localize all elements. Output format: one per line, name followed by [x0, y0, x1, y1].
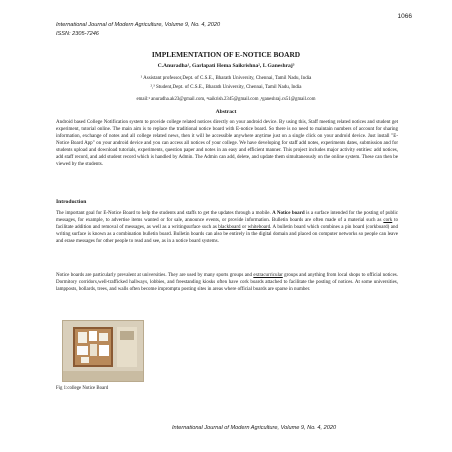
intro-text-d: . A bulletin board which combines a pin board (corkboard) and writing surface is known as a combination bulletin board. Bulletin boards can also be entirely in the digital domain and placed on computer networks so people can leave and erase messages for other people to read and see, as in a notice board systems.	[56, 225, 398, 244]
posted-notice	[99, 333, 108, 341]
blackboard-link[interactable]: blackboard	[218, 225, 241, 230]
intro-text-a: is a surface intended for the posting of public messages, for example, to advertise items wanted or for sale, announce events, or provide information. Bulletin boards are often made of a material such as	[56, 211, 398, 223]
introduction-heading: Introduction	[56, 199, 87, 205]
journal-header: International Journal of Modern Agriculture, Volume 9, No. 4, 2020	[56, 22, 221, 28]
intro-text-b: to facilitate addition and removal of messages, as well as a writingsurface such as	[56, 218, 399, 230]
notice-board-illustration	[63, 321, 143, 381]
affiliation-2: ²,³ Student,Dept. of C.S.E., Bharath University, Chennai, Tamil Nadu, India	[150, 85, 302, 90]
introduction-paragraph-2	[56, 272, 398, 293]
abstract-heading: Abstract	[215, 109, 237, 115]
abstract-text: Android based College Notification system to provide college related notices directly on your android device. By using this, Staff meeting related notices and student get experiment, tutorial online. The main aim is to replace the traditional notice board with E-notice board. So there is no need to maintain numbers of account for sharing information, exchange of notes and all college related news, then it will be accessible anywhere anytime just on a single click on your android device. Just install "E-Notice Board App" on your android device and you can access all notices of your college. We have developing for staff add notes, experiments dates, submission and for students upload and download tutorials, experiments, question paper and notes in an easy and efficient manner. This project includes major activity entities: add notices, add staff record, and add student record which is handled by Admin. The Admin can add, delete, and update them simultaneously on the online system. These can then be viewed by the students.	[56, 120, 398, 167]
page-number: 1066	[397, 13, 412, 20]
introduction-paragraph-1	[56, 210, 398, 245]
extracurricular-link[interactable]: extracurricular	[253, 273, 283, 278]
floor-shadow	[63, 371, 143, 381]
author-emails: email:¹ anuradha.ak23@gmail.com, ²saikrish.2345@gmail.com ,³ganeshraj.cs51@gmail.com	[136, 97, 316, 102]
cork-link[interactable]: cork	[383, 218, 393, 223]
notice-text-b: groups and anything from local shops to official notices. Dormitory corridors,well-trafficked hallways, lobbies, and freestanding kiosks often have cork boards attached to facilitate the posting of notices. At some universities, lampposts, bollards, trees, and walls often become impromptu posting sites in areas where official boards are sparse in number.	[56, 273, 398, 292]
posted-notice	[90, 344, 97, 356]
posted-notice	[99, 345, 109, 356]
notice-board-term: A Notice board	[272, 211, 305, 216]
posted-notice	[77, 346, 88, 355]
figure-caption: Fig 1:college Notice Board	[56, 386, 109, 391]
journal-footer: International Journal of Modern Agriculture, Volume 9, No. 4, 2020	[172, 425, 337, 431]
side-sign	[120, 331, 134, 340]
notice-board-photo	[62, 320, 144, 382]
author-list: C.Anuradha¹, Garlapati Hema Saikrishna², L Ganeshraj³	[157, 63, 295, 69]
whiteboard-link[interactable]: whiteboard	[247, 225, 271, 230]
posted-notice	[89, 331, 97, 341]
intro-sentence: The important goal for E-Notice Board to help the students and staffs to get the updates through a mobile.	[56, 211, 271, 216]
notice-text-a: Notice boards are particularly prevalent at universities. They are used by many sports groups and	[56, 273, 254, 278]
paper-title: IMPLEMENTATION OF E-NOTICE BOARD	[151, 50, 301, 59]
issn: ISSN: 2305-7246	[56, 31, 99, 37]
posted-notice	[78, 332, 87, 343]
affiliation-1: ¹ Assistant professor,Dept. of C.S.E., Bharath University, Chennai, Tamil Nadu, India	[140, 76, 312, 81]
intro-text-c: or	[240, 225, 248, 230]
posted-notice	[81, 357, 89, 363]
